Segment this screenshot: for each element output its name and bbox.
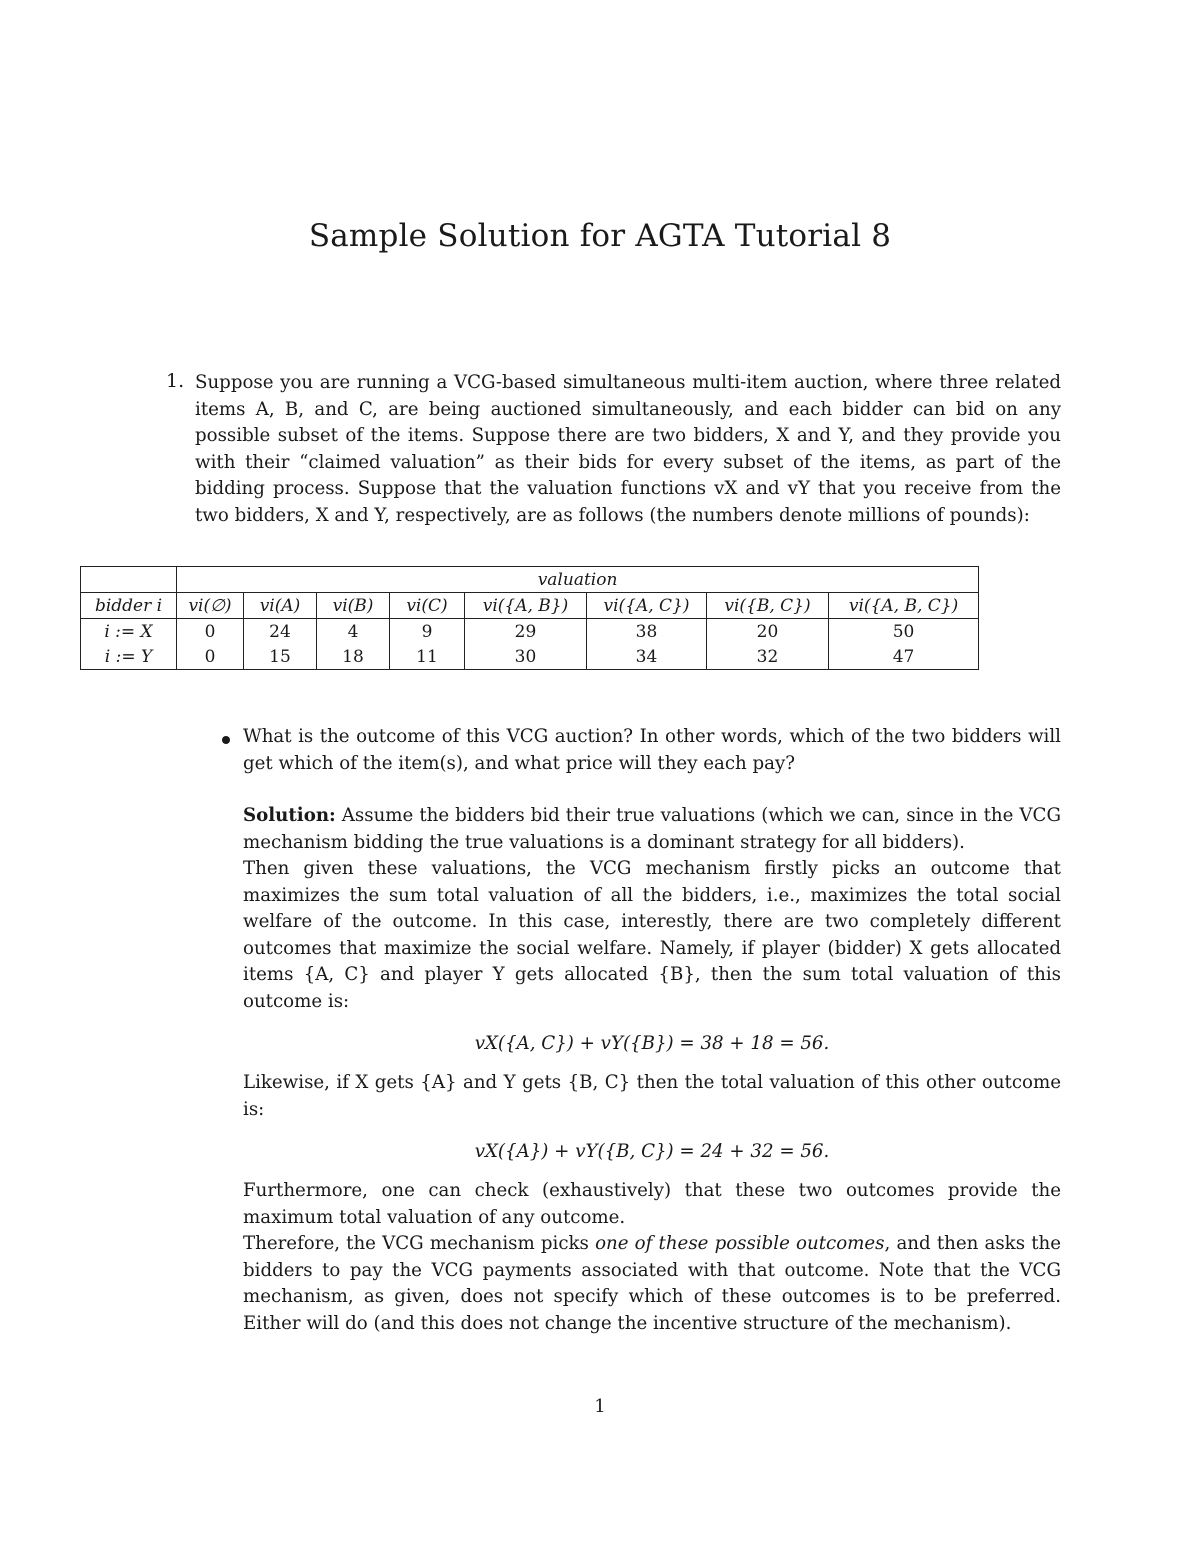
solution-paragraph: Then given these valuations, the VCG mechanism firstly picks an outcome that maximizes the sum total valuation of all the bidders, i.e., maximizes the total social welfare of the outcome. In this case, interestly, there are two completely different outcomes that maximize the social welfare. Namely, if player (bidder) X gets allocated items {A, C} and player Y gets allocated {B}, then the sum total valuation of this outcome is:	[243, 858, 1061, 1012]
question-and-solution	[243, 724, 1061, 1337]
table-cell: 20	[707, 619, 829, 645]
table-cell: 32	[707, 644, 829, 670]
solution-paragraph: Furthermore, one can check (exhaustively) that these two outcomes provide the maximum total valuation of any outcome.	[243, 1180, 1061, 1228]
solution-label: Solution:	[243, 805, 336, 826]
table-group-header: valuation	[177, 567, 979, 593]
solution-paragraph	[243, 1231, 1061, 1337]
table-column-header: vi({A, C})	[587, 593, 707, 619]
emphasis-text: one of these possible outcomes	[595, 1233, 885, 1254]
table-cell: 47	[829, 644, 979, 670]
equation: vX({A}) + vY({B, C}) = 24 + 32 = 56.	[474, 1141, 830, 1162]
table-cell: 4	[317, 619, 390, 645]
table-cell: 34	[587, 644, 707, 670]
solution-text: Therefore, the VCG mechanism picks	[243, 1233, 589, 1254]
table-cell: 24	[244, 619, 317, 645]
valuation-table	[80, 566, 979, 670]
table-column-header: vi({B, C})	[707, 593, 829, 619]
solution-text: Assume the bidders bid their true valuations (which we can, since in the VCG mechanism bidding the true valuations is a dominant strategy for all bidders).	[243, 805, 1061, 853]
table-column-header: vi(C)	[390, 593, 465, 619]
solution-text: , and then asks the bidders to pay the VCG payments associated with that outcome. Note that the VCG mechanism, as given, does not specify which of these outcomes is to be preferred. Either will do (and this does not change the incentive structure of the mechanism).	[243, 1233, 1061, 1334]
problem-number: 1.	[166, 370, 185, 392]
table-cell: 15	[244, 644, 317, 670]
table-row	[81, 644, 979, 670]
table-cell: 9	[390, 619, 465, 645]
table-cell: 11	[390, 644, 465, 670]
table-column-header: vi({A, B})	[465, 593, 587, 619]
table-cell: 29	[465, 619, 587, 645]
table-cell: 38	[587, 619, 707, 645]
table-column-header: vi({A, B, C})	[829, 593, 979, 619]
table-column-header: vi(B)	[317, 593, 390, 619]
table-cell: 0	[177, 644, 244, 670]
table-cell: 18	[317, 644, 390, 670]
bullet-icon	[222, 736, 230, 744]
solution-paragraph	[243, 803, 1061, 856]
equation: vX({A, C}) + vY({B}) = 38 + 18 = 56.	[474, 1033, 830, 1054]
page-number: 1	[594, 1396, 606, 1417]
page-title: Sample Solution for AGTA Tutorial 8	[308, 218, 892, 254]
table-cell: 0	[177, 619, 244, 645]
question-text: What is the outcome of this VCG auction? In other words, which of the two bidders will get which of the item(s), and what price will they each pay?	[243, 726, 1061, 774]
table-cell: 30	[465, 644, 587, 670]
table-row-label: i := Y	[81, 644, 177, 670]
solution-paragraph: Likewise, if X gets {A} and Y gets {B, C} then the total valuation of this other outcome is:	[243, 1072, 1061, 1120]
table-row-label: i := X	[81, 619, 177, 645]
table-cell: 50	[829, 619, 979, 645]
table-column-header: vi(A)	[244, 593, 317, 619]
table-row-header: bidder i	[81, 593, 177, 619]
table-corner-cell	[81, 567, 177, 593]
problem-intro: Suppose you are running a VCG-based simultaneous multi-item auction, where three related items A, B, and C, are being auctioned simultaneously, and each bidder can bid on any possible subset of the items. Suppose there are two bidders, X and Y, and they provide you with their “claimed valuation” as their bids for every subset of the items, as part of the bidding process. Suppose that the valuation functions vX and vY that you receive from the two bidders, X and Y, respectively, are as follows (the numbers denote millions of pounds):	[195, 372, 1061, 526]
table-row	[81, 619, 979, 645]
table-column-header: vi(∅)	[177, 593, 244, 619]
